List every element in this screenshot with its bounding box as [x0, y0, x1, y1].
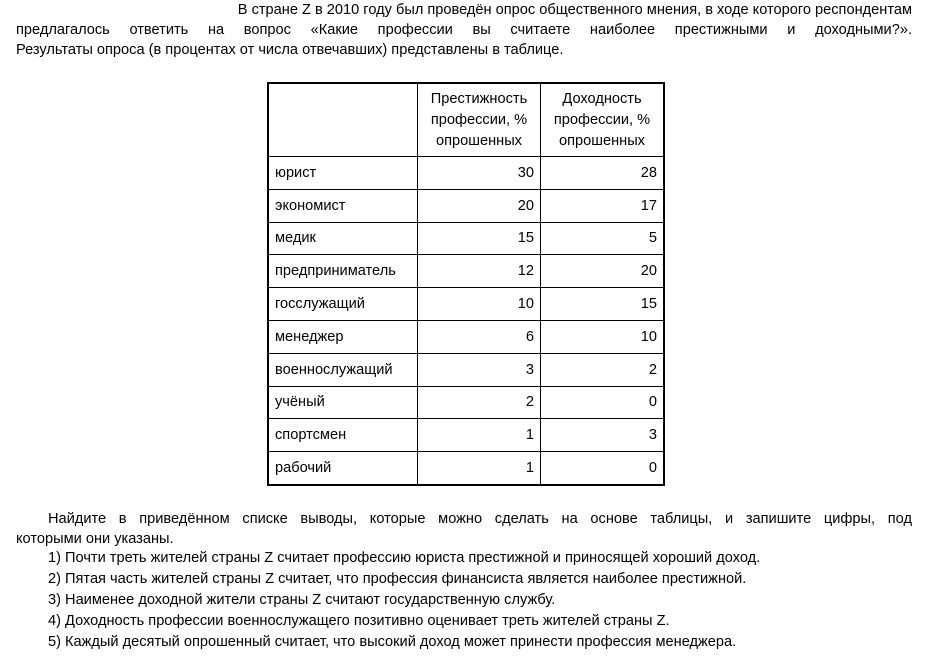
intro-line-1: В стране Z в 2010 году был проведён опрос общественного мнения, в ходе которого респондентам: [237, 2, 912, 18]
header-prestige: Престижность профессии, % опрошенных: [418, 83, 541, 157]
income-cell: 3: [541, 419, 665, 452]
income-cell: 10: [541, 320, 665, 353]
table-row: [268, 288, 664, 321]
intro-paragraph: [16, 0, 912, 60]
prestige-cell: 10: [418, 288, 541, 321]
income-cell: 28: [541, 157, 665, 190]
income-cell: 20: [541, 255, 665, 288]
profession-cell: военнослужащий: [268, 353, 418, 386]
answer-option-1: 1) Почти треть жителей страны Z считает профессию юриста престижной и приносящей хороший доход.: [48, 550, 761, 566]
income-cell: 15: [541, 288, 665, 321]
profession-cell: спортсмен: [268, 419, 418, 452]
prestige-cell: 15: [418, 222, 541, 255]
profession-cell: менеджер: [268, 320, 418, 353]
table-row: [268, 157, 664, 190]
table-row: [268, 222, 664, 255]
answer-option-5: 5) Каждый десятый опрошенный считает, что высокий доход может принести профессия менеджера.: [48, 634, 737, 650]
table-row: [268, 353, 664, 386]
survey-table: [267, 82, 665, 486]
income-cell: 5: [541, 222, 665, 255]
profession-cell: медик: [268, 222, 418, 255]
prestige-cell: 20: [418, 189, 541, 222]
prestige-cell: 1: [418, 419, 541, 452]
prestige-cell: 1: [418, 452, 541, 485]
profession-cell: госслужащий: [268, 288, 418, 321]
task-line-2: которыми они указаны.: [16, 531, 174, 547]
task-line-1: Найдите в приведённом списке выводы, которые можно сделать на основе таблицы, и запишите цифры, под: [48, 511, 912, 527]
answer-option-3: 3) Наименее доходной жители страны Z считают государственную службу.: [48, 592, 556, 608]
profession-cell: предприниматель: [268, 255, 418, 288]
table-row: [268, 255, 664, 288]
prestige-cell: 2: [418, 386, 541, 419]
table-row: [268, 386, 664, 419]
income-cell: 2: [541, 353, 665, 386]
answer-option-4: 4) Доходность профессии военнослужащего позитивно оценивает треть жителей страны Z.: [48, 613, 670, 629]
table-row: [268, 320, 664, 353]
profession-cell: юрист: [268, 157, 418, 190]
answer-option-2: 2) Пятая часть жителей страны Z считает, что профессия финансиста является наиболее престижной.: [48, 571, 747, 587]
profession-cell: рабочий: [268, 452, 418, 485]
options-list: [48, 548, 760, 653]
table-header-row: [268, 83, 664, 157]
intro-line-2: предлагалось ответить на вопрос «Какие профессии вы считаете наиболее престижными и доходными?».: [16, 22, 912, 38]
header-profession: [268, 83, 418, 157]
profession-cell: экономист: [268, 189, 418, 222]
income-cell: 0: [541, 386, 665, 419]
prestige-cell: 30: [418, 157, 541, 190]
task-paragraph: [16, 509, 912, 549]
table-row: [268, 419, 664, 452]
intro-line-3: Результаты опроса (в процентах от числа отвечавших) представлены в таблице.: [16, 42, 564, 58]
income-cell: 0: [541, 452, 665, 485]
header-income: Доходность профессии, % опрошенных: [541, 83, 665, 157]
prestige-cell: 3: [418, 353, 541, 386]
table-row: [268, 452, 664, 485]
table-row: [268, 189, 664, 222]
prestige-cell: 6: [418, 320, 541, 353]
income-cell: 17: [541, 189, 665, 222]
prestige-cell: 12: [418, 255, 541, 288]
profession-cell: учёный: [268, 386, 418, 419]
